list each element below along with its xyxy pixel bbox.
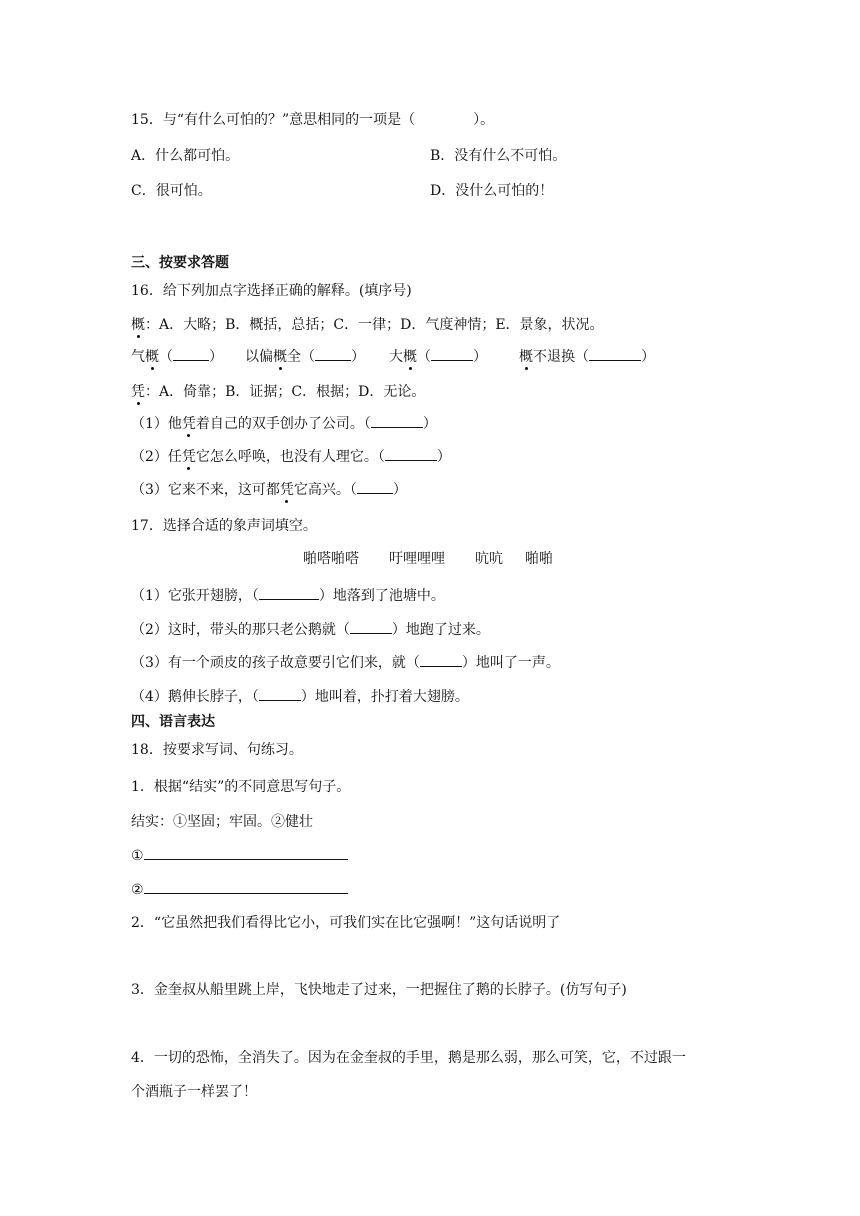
section-3-title: 三、按要求答题 bbox=[131, 255, 229, 271]
q18-write-line-1: ① bbox=[131, 845, 348, 866]
answer-blank[interactable] bbox=[385, 446, 437, 461]
q15-option-b[interactable]: B．没有什么不可怕。 bbox=[430, 148, 567, 164]
q15-option-c[interactable]: C．很可怕。 bbox=[131, 183, 212, 199]
q16-ping-item-3: （3）它来不来，这可都凭它高兴。（ ） bbox=[131, 479, 407, 500]
q16-ping-item-1: （1）他凭着自己的双手创办了公司。（ ） bbox=[131, 413, 437, 434]
q16-ping-char: 凭 bbox=[131, 384, 145, 400]
q17-word-1: 啪嗒啪嗒 bbox=[303, 551, 359, 567]
q16-ping-defs: ：A．倚靠；B．证据；C．根据；D．无论。 bbox=[145, 384, 426, 400]
q16-gai-char: 概 bbox=[131, 317, 145, 333]
section-4-title: 四、语言表达 bbox=[131, 714, 215, 730]
q16-gai-item-1: 气概（ ） bbox=[131, 346, 223, 367]
q16-gai-item-3: 大概（ ） bbox=[389, 346, 487, 367]
q18-sub-4-line-1: 4．一切的恐怖，全消失了。因为在金奎叔的手里，鹅是那么弱，那么可笑，它，不过跟一 bbox=[131, 1050, 686, 1066]
answer-blank[interactable] bbox=[431, 346, 473, 361]
answer-line[interactable] bbox=[144, 845, 348, 860]
q17-item-4: （4）鹅伸长脖子，（ ）地叫着，扑打着大翅膀。 bbox=[131, 686, 469, 707]
q18-sub-2: 2．“它虽然把我们看得比它小，可我们实在比它强啊！”这句话说明了 bbox=[131, 915, 561, 931]
q16-stem: 16．给下列加点字选择正确的解释。(填序号) bbox=[131, 283, 412, 299]
q17-word-2: 吁哩哩哩 bbox=[389, 551, 445, 567]
q17-word-3: 吭吭 bbox=[475, 551, 503, 567]
q18-sub-1: 1．根据“结实”的不同意思写句子。 bbox=[131, 779, 351, 795]
q18-sub-1-defs: 结实：①坚固；牢固。②健壮 bbox=[131, 814, 313, 830]
q16-ping-item-2: （2）任凭它怎么呼唤，也没有人理它。（ ） bbox=[131, 446, 451, 467]
q18-write-line-2: ② bbox=[131, 879, 348, 900]
q16-ping-definitions bbox=[131, 382, 425, 402]
q18-sub-4-line-2: 个酒瓶子一样罢了！ bbox=[131, 1084, 257, 1100]
answer-blank[interactable] bbox=[357, 479, 393, 494]
q15-stem-text: 15．与“有什么可怕的？”意思相同的一项是（ bbox=[131, 112, 416, 128]
q16-gai-defs: ：A．大略；B．概括，总括；C．一律；D．气度神情；E．景象，状况。 bbox=[145, 317, 604, 333]
answer-blank[interactable] bbox=[173, 346, 209, 361]
q15-option-a[interactable]: A．什么都可怕。 bbox=[131, 148, 240, 164]
q16-gai-item-4: 概不退换（ ） bbox=[519, 346, 655, 367]
q15-stem-end: ）。 bbox=[473, 112, 495, 128]
q18-sub-3: 3．金奎叔从船里跳上岸，飞快地走了过来，一把握住了鹅的长脖子。(仿写句子) bbox=[131, 982, 627, 998]
q15-option-d[interactable]: D．没什么可怕的！ bbox=[430, 183, 554, 199]
answer-blank[interactable] bbox=[259, 686, 301, 701]
answer-blank[interactable] bbox=[420, 652, 462, 667]
q15-stem bbox=[131, 110, 494, 130]
q17-item-2: （2）这时，带头的那只老公鹅就（ ）地跑了过来。 bbox=[131, 619, 490, 640]
q17-stem: 17．选择合适的象声词填空。 bbox=[131, 518, 317, 534]
q16-gai-definitions bbox=[131, 315, 604, 335]
answer-blank[interactable] bbox=[350, 619, 392, 634]
answer-blank[interactable] bbox=[315, 346, 351, 361]
answer-blank[interactable] bbox=[371, 413, 423, 428]
q18-stem: 18．按要求写词、句练习。 bbox=[131, 742, 303, 758]
answer-blank[interactable] bbox=[259, 585, 319, 600]
q17-item-3: （3）有一个顽皮的孩子故意要引它们来，就（ ）地叫了一声。 bbox=[131, 652, 560, 673]
answer-blank[interactable] bbox=[589, 346, 641, 361]
q16-gai-item-2: 以偏概全（ ） bbox=[245, 346, 365, 367]
q17-item-1: （1）它张开翅膀，（ ）地落到了池塘中。 bbox=[131, 585, 445, 606]
answer-line[interactable] bbox=[144, 879, 348, 894]
q17-word-4: 啪啪 bbox=[525, 551, 553, 567]
